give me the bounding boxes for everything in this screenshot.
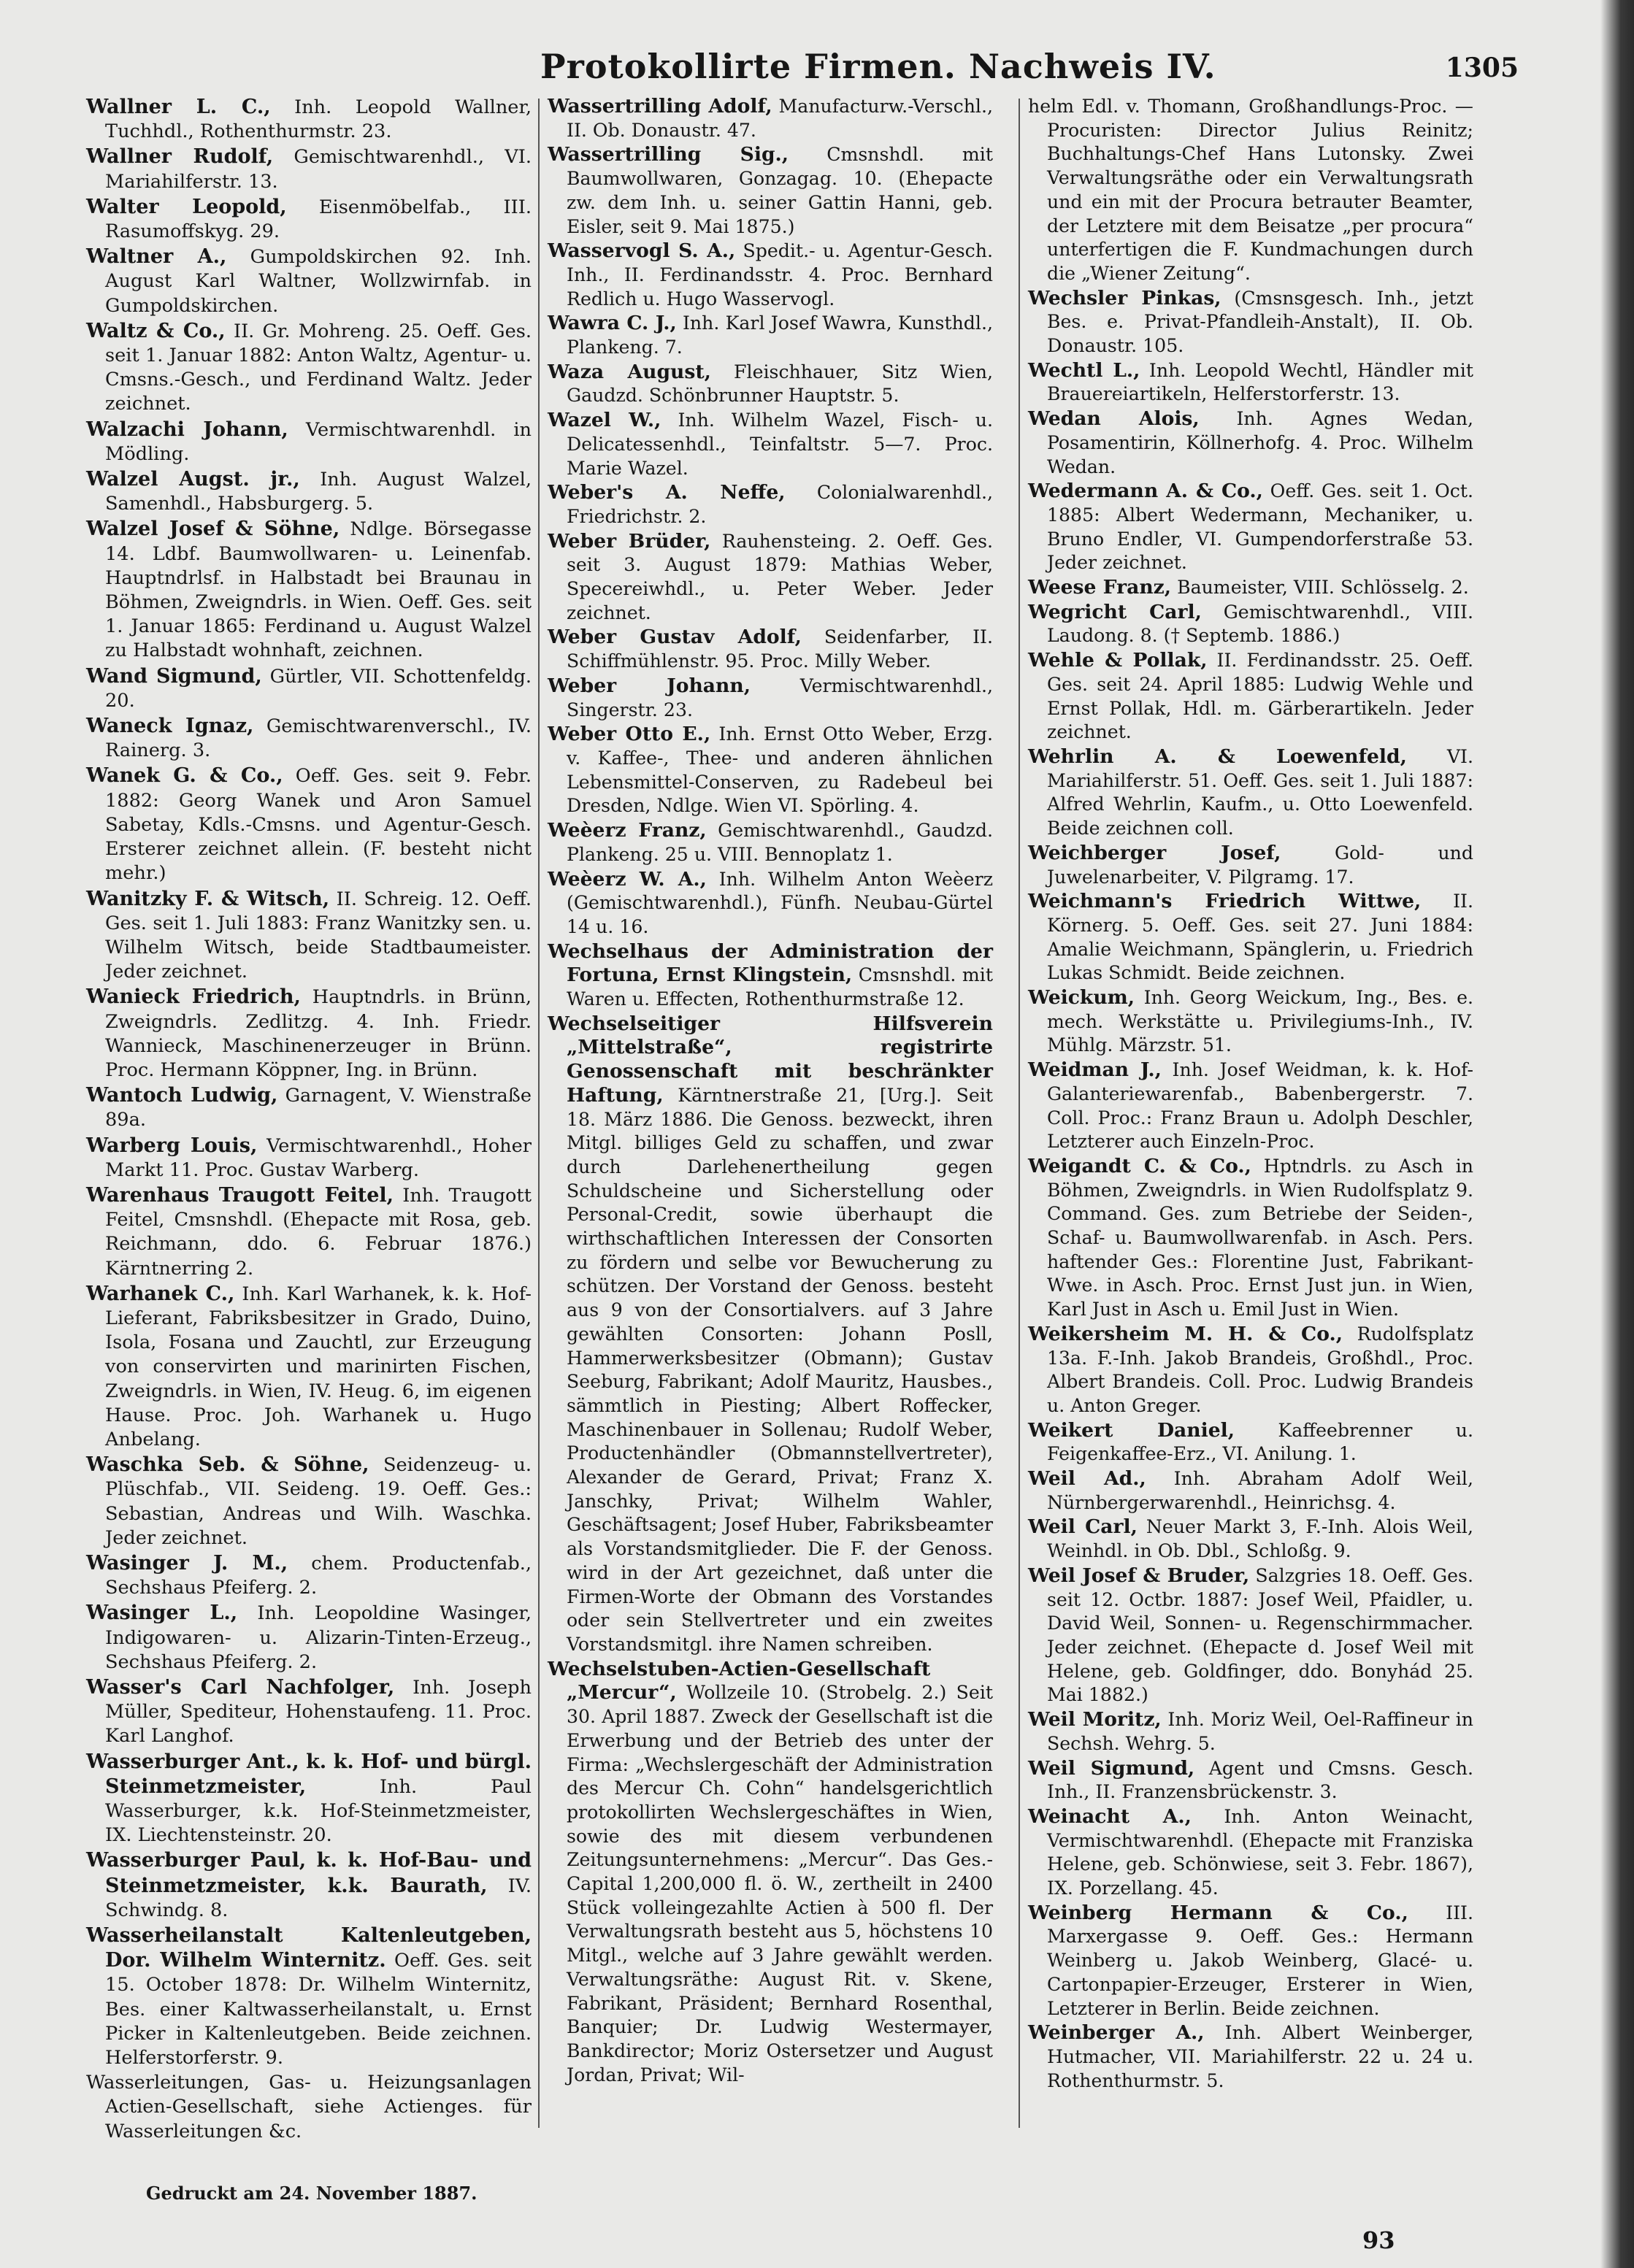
- firm-details: Gold- und Juwelenarbeiter, V. Pilgramg. 17.: [1047, 842, 1473, 888]
- firm-details: Fleischhauer, Sitz Wien, Gaudzd. Schönbrunner Hauptstr. 5.: [567, 361, 993, 407]
- firm-name: Wasinger L.,: [86, 1602, 238, 1625]
- directory-entry: [1028, 576, 1473, 600]
- firm-details: Agent und Cmsns. Gesch. Inh., II. Franzensbrückenstr. 3.: [1047, 1757, 1473, 1803]
- firm-name: Waltz & Co.,: [86, 319, 226, 342]
- firm-details: Hptndrls. zu Asch in Böhmen, Zweigndrls. in Wien Rudolfsplatz 9. Command. Ges. zum Betriebe der Seiden-, Schaf- u. Baumwollwarenfab. in Asch. Pers. haftender Ges.: Florentine Just, Fabrikant-Wwe. in Asch. Proc. Ernst Just jun. in Wien, Karl Just in Asch u. Emil Just in Wien.: [1047, 1155, 1473, 1321]
- firm-name: Weinberg Hermann & Co.,: [1028, 1901, 1408, 1924]
- firm-name: Wehrlin A. & Loewenfeld,: [1028, 745, 1407, 768]
- firm-name: Wantoch Ludwig,: [86, 1084, 278, 1107]
- firm-name: Wasserburger Ant., k. k. Hof- und bürgl. Steinmetzmeister,: [86, 1750, 532, 1798]
- firm-details: Gemischtwarenverschl., IV. Rainerg. 3.: [105, 715, 532, 762]
- firm-name: Weber's A. Neffe,: [548, 481, 786, 504]
- page-number: 1305: [1445, 53, 1519, 83]
- directory-entry: [548, 409, 993, 480]
- firm-name: Wand Sigmund,: [86, 664, 262, 688]
- directory-entry: [548, 723, 993, 818]
- directory-entry: [548, 1012, 993, 1657]
- directory-entry: [548, 239, 993, 311]
- firm-name: Weil Josef & Bruder,: [1028, 1564, 1250, 1587]
- firm-details: Inh. Albert Weinberger, Hutmacher, VII. Mariahilferstr. 22 u. 24 u. Rothenthurmstr. 5.: [1047, 2022, 1473, 2091]
- firm-name: Warenhaus Traugott Feitel,: [86, 1183, 394, 1207]
- directory-entry: [548, 481, 993, 528]
- firm-details: Rauhensteing. 2. Oeff. Ges. seit 3. August 1879: Mathias Weber, Specereiwhdl., u. Peter Weber. Jeder zeichnet.: [567, 530, 994, 623]
- firm-name: Waza August,: [548, 360, 711, 383]
- firm-details: II. Schreig. 12. Oeff. Ges. seit 1. Juli 1883: Franz Wanitzky sen. u. Wilhelm Witsch, beide Stadtbaumeister. Jeder zeichnet.: [105, 888, 532, 983]
- directory-entry: [548, 530, 993, 626]
- column-divider: [1019, 99, 1020, 2128]
- directory-entry: [86, 1453, 532, 1550]
- directory-entry: [86, 1848, 532, 1923]
- firm-name: Wechsler Pinkas,: [1028, 286, 1221, 310]
- firm-name: Waneck Ignaz,: [86, 715, 254, 738]
- directory-entry: [1028, 649, 1473, 745]
- firm-name: Weil Moritz,: [1028, 1708, 1162, 1731]
- firm-name: Weichmann's Friedrich Wittwe,: [1028, 890, 1422, 913]
- signature-mark: 93: [1362, 2226, 1395, 2254]
- directory-entry: [1028, 287, 1473, 358]
- firm-details: Inh. August Walzel, Samenhdl., Habsburgerg. 5.: [105, 469, 532, 515]
- directory-entry: [1028, 359, 1473, 407]
- firm-name: Weil Sigmund,: [1028, 1756, 1195, 1780]
- firm-name: Weèerz W. A.,: [548, 867, 707, 891]
- firm-name: Wallner Rudolf,: [86, 145, 274, 169]
- directory-entry: [1028, 1757, 1473, 1804]
- directory-entry: [86, 887, 532, 985]
- firm-name: Waschka Seb. & Söhne,: [86, 1453, 369, 1477]
- firm-details: Colonialwarenhdl., Friedrichstr. 2.: [567, 482, 993, 527]
- firm-details: Inh. Paul Wasserburger, k.k. Hof-Steinmetzmeister, IX. Liechtensteinstr. 20.: [105, 1775, 532, 1847]
- directory-entry: [1028, 1708, 1473, 1756]
- firm-details: Inh. Karl Warhanek, k. k. Hof-Lieferant, Fabriksbesitzer in Grado, Duino, Isola, Fosana und Zauchtl, zur Erzeugung von conservirten und marinirten Fischen, Zweigndrls. in Wien, IV. Heug. 6, im eigenen Hause. Proc. Joh. Warhanek u. Hugo Anbelang.: [105, 1283, 532, 1450]
- firm-name: Weinacht A.,: [1028, 1804, 1192, 1828]
- firm-details: Salzgries 18. Oeff. Ges. seit 12. Octbr. 1887: Josef Weil, Pfaidler, u. David Weil, Sonnen- u. Regenschirmmacher. Jeder zeichnet. (Ehepacte d. Josef Weil mit Helene, geb. Goldfinger, ddo. Bonyhád 25. Mai 1882.): [1047, 1564, 1473, 1706]
- firm-details: III. Marxergasse 9. Oeff. Ges.: Hermann Weinberg u. Jakob Weinberg, Glacé- u. Cartonpapier-Erzeuger, Ersterer in Wien, Letzterer in Berlin. Beide zeichnen.: [1047, 1902, 1473, 2019]
- firm-details: Inh. Georg Weickum, Ing., Bes. e. mech. Werkstätte u. Privilegiums-Inh., IV. Mühlg. Märzstr. 51.: [1047, 987, 1473, 1056]
- firm-details: Gemischtwarenhdl., VI. Mariahilferstr. 13.: [105, 146, 532, 193]
- firm-details: (Cmsnsgesch. Inh., jetzt Bes. e. Privat-Pfandleih-Anstalt), II. Ob. Donaustr. 105.: [1047, 287, 1473, 357]
- directory-entry: [86, 1134, 532, 1183]
- directory-entry: [1028, 1805, 1473, 1901]
- column-divider: [538, 99, 540, 2128]
- print-date: Gedruckt am 24. November 1887.: [146, 2183, 477, 2204]
- firm-details: II. Körnerg. 5. Oeff. Ges. seit 27. Juni 1884: Amalie Weichmann, Spänglerin, u. Friedrich Lukas Schmidt. Beide zeichnen.: [1047, 891, 1473, 984]
- directory-entry: [548, 626, 993, 673]
- firm-name: Weichberger Josef,: [1028, 841, 1281, 864]
- directory-entry: [1028, 842, 1473, 889]
- column-left: [86, 95, 532, 2145]
- firm-details: Inh. Abraham Adolf Weil, Nürnbergerwarenhdl., Heinrichsg. 4.: [1047, 1468, 1473, 1513]
- firm-details: Manufacturw.-Verschl., II. Ob. Donaustr. 47.: [567, 96, 993, 141]
- firm-name: Weil Ad.,: [1028, 1467, 1146, 1491]
- directory-entry: [1028, 745, 1473, 841]
- firm-details: Wasserleitungen, Gas- u. Heizungsanlagen Actien-Gesellschaft, siehe Actienges. für Wasserleitungen &c.: [86, 2072, 532, 2142]
- directory-entry: [1028, 480, 1473, 575]
- directory-entry: [86, 1750, 532, 1848]
- firm-details: Kärntnerstraße 21, [Urg.]. Seit 18. März 1886. Die Genoss. bezweckt, ihren Mitgl. billiges Geld zu schaffen, und zwar durch Darlehenertheilung gegen Schuldscheine und Sicherstellung oder Personal-Credit, sowie überhaupt die wirthschaftlichen Interessen der Consorten zu fördern und selbe vor Bewucherung zu schützen. Der Vorstand der Genoss. besteht aus 9 von der Consortialvers. auf 3 Jahre gewählten Consorten: Johann Posll, Hammerwerksbesitzer (Obmann); Gustav Seeburg, Fabrikant; Adolf Mauritz, Hausbes., sämmtlich in Piesting; Albert Roffecker, Maschinenbauer in Sollenau; Rudolf Weber, Productenhändler (Obmannstellvertreter), Alexander de Gerard, Privat; Franz X. Janschky, Privat; Wilhelm Wahler, Geschäftsagent; Josef Huber, Fabriksbeamter als Vorstandsmitglieder. Die F. der Genoss. wird in der Art gezeichnet, daß unter die Firmen-Worte der Obmann des Vorstandes oder sein Stellvertreter und ein zweites Vorstandsmitgl. ihre Namen schreiben.: [567, 1084, 993, 1655]
- firm-details: Rudolfsplatz 13a. F.-Inh. Jakob Brandeis, Großhdl., Proc. Albert Brandeis. Coll. Proc. Ludwig Brandeis u. Anton Greger.: [1047, 1323, 1473, 1416]
- firm-name: Wedermann A. & Co.,: [1028, 480, 1263, 503]
- firm-name: Weber Gustav Adolf,: [548, 626, 802, 649]
- firm-details: Inh. Moriz Weil, Oel-Raffineur in Sechsh. Wehrg. 5.: [1047, 1709, 1473, 1754]
- firm-details: Vermischtwarenhdl., Hoher Markt 11. Proc. Gustav Warberg.: [105, 1134, 532, 1181]
- directory-entry: [548, 95, 993, 142]
- firm-name: Weber Brüder,: [548, 529, 711, 553]
- firm-details: Inh. Traugott Feitel, Cmsnshdl. (Ehepacte mit Rosa, geb. Reichmann, ddo. 6. Februar 1876.) Kärntnerring 2.: [105, 1184, 532, 1280]
- firm-details: Oeff. Ges. seit 1. Oct. 1885: Albert Wedermann, Mechaniker, u. Bruno Endler, VI. Gumpendorferstraße 53. Jeder zeichnet.: [1047, 480, 1473, 574]
- firm-name: Wedan Alois,: [1028, 407, 1200, 431]
- directory-entry: [86, 985, 532, 1083]
- firm-name: Weikert Daniel,: [1028, 1418, 1235, 1442]
- firm-name: Wanitzky F. & Witsch,: [86, 887, 330, 910]
- firm-details: Oeff. Ges. seit 9. Febr. 1882: Georg Wanek und Aron Samuel Sabetay, Kdls.-Cmsns. und Agentur-Gesch. Ersterer zeichnet allein. (F. besteht nicht mehr.): [105, 765, 532, 885]
- directory-entry: [86, 517, 532, 663]
- directory-entry: [548, 819, 993, 866]
- directory-entry: [86, 714, 532, 763]
- directory-entry: [548, 361, 993, 408]
- directory-entry: [1028, 1467, 1473, 1515]
- firm-details: Inh. Wilhelm Anton Weèerz (Gemischtwarenhdl.), Fünfh. Neubau-Gürtel 14 u. 16.: [567, 868, 994, 937]
- firm-name: Wechselhaus der Administration der Fortuna, Ernst Klingstein,: [548, 939, 993, 987]
- firm-name: Wazel W.,: [548, 409, 661, 432]
- firm-details: Inh. Joseph Müller, Spediteur, Hohenstaufeng. 11. Proc. Karl Langhof.: [105, 1677, 532, 1748]
- firm-name: Wechselseitiger Hilfsverein „Mittelstraße“, registrirte Genossenschaft mit beschränkter Haftung,: [548, 1012, 993, 1107]
- firm-name: Warhanek C.,: [86, 1282, 235, 1305]
- firm-details: Baumeister, VIII. Schlösselg. 2.: [1177, 577, 1469, 599]
- directory-entry: [86, 1675, 532, 1749]
- firm-details: Inh. Leopold Wechtl, Händler mit Brauereiartikeln, Helferstorferstr. 13.: [1047, 359, 1473, 405]
- directory-entry: [548, 868, 993, 939]
- firm-name: Weber Johann,: [548, 674, 751, 697]
- firm-details: helm Edl. v. Thomann, Großhandlungs-Proc. — Procuristen: Director Julius Reinitz; Buchhaltungs-Chef Hans Lutonsky. Zwei Verwaltungsräthe oder ein Verwaltungsrath und ein mit der Procura betrauter Beamter, der Letztere mit dem Beisatze „per procura“ unterfertigen die F. Kundmachungen durch die „Wiener Zeitung“.: [1028, 96, 1473, 284]
- directory-entry: [86, 1923, 532, 2070]
- firm-name: Weikersheim M. H. & Co.,: [1028, 1322, 1343, 1345]
- firm-details: Inh. Wilhelm Wazel, Fisch- u. Delicatessenhdl., Teinfaltstr. 5—7. Proc. Marie Wazel.: [567, 410, 993, 479]
- firm-name: Wegricht Carl,: [1028, 600, 1202, 623]
- firm-details: Spedit.- u. Agentur-Gesch. Inh., II. Ferdinandsstr. 4. Proc. Bernhard Redlich u. Hugo Wasservogl.: [567, 240, 993, 310]
- firm-details: Cmsnshdl. mit Waren u. Effecten, Rothenthurmstraße 12.: [567, 964, 993, 1010]
- column-right: [1028, 95, 1473, 2094]
- firm-name: Wanek G. & Co.,: [86, 764, 283, 788]
- firm-details: Ndlge. Börsegasse 14. Ldbf. Baumwollwaren- u. Leinenfab. Hauptndrlsf. in Halbstadt bei Braunau in Böhmen, Zweigndrls. in Wien. Oeff. Ges. seit 1. Januar 1865: Ferdinand u. August Walzel zu Halbstadt wohnhaft, zeichnen.: [105, 518, 532, 662]
- firm-name: Wawra C. J.,: [548, 312, 677, 335]
- firm-details: Garnagent, V. Wienstraße 89a.: [105, 1085, 532, 1131]
- firm-details: Seidenfarber, II. Schiffmühlenstr. 95. Proc. Milly Weber.: [567, 626, 993, 672]
- firm-name: Weickum,: [1028, 986, 1135, 1010]
- directory-entry: [86, 145, 532, 193]
- firm-details: Inh. Leopoldine Wasinger, Indigowaren- u. Alizarin-Tinten-Erzeug., Sechshaus Pfeiferg. 2.: [105, 1602, 532, 1673]
- page-header: [88, 42, 1519, 101]
- firm-details: Inh. Karl Josef Wawra, Kunsthdl., Plankeng. 7.: [567, 312, 993, 358]
- firm-details: Kaffeebrenner u. Feigenkaffee-Erz., VI. Anilung. 1.: [1047, 1419, 1473, 1465]
- firm-details: II. Ferdinandsstr. 25. Oeff. Ges. seit 24. April 1885: Ludwig Wehle und Ernst Pollak, Hdl. m. Gärberartikeln. Jeder zeichnet.: [1047, 650, 1473, 743]
- firm-name: Walzel Josef & Söhne,: [86, 518, 340, 541]
- firm-name: Weil Carl,: [1028, 1515, 1138, 1539]
- directory-entry: [1028, 1058, 1473, 1154]
- directory-entry: [1028, 2021, 1473, 2093]
- directory-entry: [548, 312, 993, 359]
- firm-name: Walzachi Johann,: [86, 418, 288, 441]
- firm-details: Gemischtwarenhdl., VIII. Laudong. 8. († Septemb. 1886.): [1047, 601, 1473, 647]
- firm-details: Eisenmöbelfab., III. Rasumoffskyg. 29.: [105, 196, 532, 243]
- directory-entry: [86, 195, 532, 244]
- firm-name: Wechtl L.,: [1028, 358, 1140, 382]
- directory-entry: [548, 940, 993, 1012]
- firm-name: Weèerz Franz,: [548, 819, 707, 842]
- firm-details: Inh. Ernst Otto Weber, Erzg. v. Kaffee-, Thee- und anderen ähnlichen Lebensmittel-Conserven, zu Radebeul bei Dresden, Ndlge. Wien VI. Spörling. 4.: [567, 723, 993, 817]
- directory-entry: [1028, 601, 1473, 648]
- firm-details: Hauptndrls. in Brünn, Zweigndrls. Zedlitzg. 4. Inh. Friedr. Wannieck, Maschinenerzeuger in Brünn. Proc. Hermann Köppner, Ing. in Brünn.: [105, 986, 532, 1081]
- firm-details: VI. Mariahilferstr. 51. Oeff. Ges. seit 1. Juli 1887: Alfred Wehrlin, Kaufm., u. Otto Loewenfeld. Beide zeichnen coll.: [1047, 745, 1473, 839]
- directory-entry: [548, 674, 993, 722]
- firm-name: Waltner A.,: [86, 245, 227, 269]
- firm-name: Wallner L. C.,: [86, 96, 271, 118]
- firm-details: Inh. Josef Weidman, k. k. Hof-Galanteriewarenfab., Babenbergerstr. 7. Coll. Proc.: Franz Braun u. Adolph Deschler, Letzterer auch Einzeln-Proc.: [1047, 1059, 1474, 1153]
- firm-details: II. Gr. Mohreng. 25. Oeff. Ges. seit 1. Januar 1882: Anton Waltz, Agentur- u. Cmsns.-Gesch., und Ferdinand Waltz. Jeder zeichnet.: [105, 320, 532, 415]
- directory-entry: [1028, 95, 1473, 286]
- firm-details: Neuer Markt 3, F.-Inh. Alois Weil, Weinhdl. in Ob. Dbl., Schloßg. 9.: [1047, 1516, 1473, 1562]
- firm-details: Gemischtwarenhdl., Gaudzd. Plankeng. 25 u. VIII. Bennoplatz 1.: [567, 820, 993, 865]
- firm-details: Vermischtwarenhdl. in Mödling.: [105, 418, 532, 465]
- directory-entry: [86, 245, 532, 318]
- directory-entry: [1028, 1323, 1473, 1418]
- directory-entry: [1028, 986, 1473, 1058]
- directory-entry: [86, 1083, 532, 1132]
- directory-entry: [1028, 1419, 1473, 1466]
- directory-entry: [86, 418, 532, 466]
- firm-details: Oeff. Ges. seit 15. October 1878: Dr. Wilhelm Winternitz, Bes. einer Kaltwasserheilanstalt, u. Ernst Picker in Kaltenleutgeben. Beide zeichnen. Helferstorferstr. 9.: [105, 1950, 532, 2069]
- firm-details: Inh. Agnes Wedan, Posamentirin, Köllnerhofg. 4. Proc. Wilhelm Wedan.: [1047, 408, 1473, 477]
- firm-name: Walter Leopold,: [86, 195, 287, 218]
- directory-entry: [86, 764, 532, 885]
- firm-name: Wasser's Carl Nachfolger,: [86, 1676, 395, 1699]
- firm-details: Cmsnshdl. mit Baumwollwaren, Gonzagag. 10. (Ehepacte zw. dem Inh. u. seiner Gattin Hanni, geb. Eisler, seit 9. Mai 1875.): [567, 144, 993, 237]
- firm-name: Weinberger A.,: [1028, 2021, 1205, 2045]
- firm-name: Wasservogl S. A.,: [548, 239, 736, 263]
- firm-name: Wasserburger Paul, k. k. Hof-Bau- und Steinmetzmeister, k.k. Baurath,: [86, 1849, 532, 1897]
- firm-name: Wehle & Pollak,: [1028, 649, 1208, 672]
- firm-name: Wasinger J. M.,: [86, 1551, 288, 1575]
- firm-name: Warberg Louis,: [86, 1134, 258, 1157]
- firm-details: Inh. Anton Weinacht, Vermischtwarenhdl. (Ehepacte mit Franziska Helene, geb. Schönwiese, seit 3. Febr. 1867), IX. Porzellang. 45.: [1047, 1805, 1473, 1899]
- directory-entry: [86, 664, 532, 713]
- directory-entry: [86, 1183, 532, 1281]
- firm-name: Wanieck Friedrich,: [86, 985, 301, 1009]
- firm-name: Walzel Augst. jr.,: [86, 468, 300, 491]
- directory-entry: [548, 143, 993, 239]
- firm-name: Wassertrilling Sig.,: [548, 143, 789, 166]
- directory-entry: [86, 319, 532, 417]
- directory-entry: [86, 467, 532, 516]
- directory-entry: [86, 1282, 532, 1452]
- directory-entry: [86, 95, 532, 144]
- directory-entry: [548, 1658, 993, 2088]
- directory-entry: [1028, 407, 1473, 479]
- directory-entry: [1028, 890, 1473, 985]
- firm-name: Weidman J.,: [1028, 1058, 1162, 1082]
- firm-details: Gumpoldskirchen 92. Inh. August Karl Waltner, Wollzwirnfab. in Gumpoldskirchen.: [105, 246, 532, 317]
- firm-name: Weese Franz,: [1028, 576, 1172, 599]
- firm-name: Wasserheilanstalt Kaltenleutgeben, Dor. Wilhelm Winternitz.: [86, 1924, 532, 1972]
- directory-entry: [86, 1551, 532, 1600]
- firm-details: Wollzeile 10. (Strobelg. 2.) Seit 30. April 1887. Zweck der Gesellschaft ist die Erwerbung und der Betrieb des unter der Firma: „Wechslergeschäft der Administration des Mercur Ch. Cohn“ handelsgerichtlich protokollirten Wechslergeschäftes in Wien, sowie des mit diesem verbundenen Zeitungsunternehmens: „Mercur“. Das Ges.-Capital 1,200,000 fl. ö. W., zertheilt in 2400 Stück volleingezahlte Actien à 500 fl. Der Verwaltungsrath besteht aus 5, höchstens 10 Mitgl., welche auf 3 Jahre gewählt werden. Verwaltungsräthe: August Rit. v. Skene, Fabrikant, Präsident; Bernhard Rosenthal, Banquier; Dr. Ludwig Westermayer, Bankdirector; Moriz Ostersetzer und August Jordan, Privat; Wil-: [567, 1682, 993, 2086]
- firm-details: Vermischtwarenhdl., Singerstr. 23.: [567, 674, 993, 720]
- directory-entry: [1028, 1902, 1473, 2021]
- page-title: Protokollirte Firmen. Nachweis IV.: [540, 47, 1216, 86]
- firm-name: Weigandt C. & Co.,: [1028, 1154, 1251, 1177]
- firm-name: Wassertrilling Adolf,: [548, 95, 772, 118]
- directory-entry: [1028, 1564, 1473, 1707]
- directory-entry: [86, 2071, 532, 2144]
- firm-details: IV. Schwindg. 8.: [105, 1875, 532, 1921]
- firm-details: chem. Productenfab., Sechshaus Pfeiferg. 2.: [105, 1552, 532, 1599]
- directory-entry: [86, 1601, 532, 1675]
- column-middle: [548, 95, 993, 2088]
- firm-name: Weber Otto E.,: [548, 723, 711, 746]
- firm-name: Wechselstuben-Actien-Gesellschaft „Mercur“,: [548, 1657, 931, 1704]
- directory-entry: [1028, 1155, 1473, 1322]
- firm-details: Gürtler, VII. Schottenfeldg. 20.: [105, 665, 532, 712]
- directory-entry: [1028, 1515, 1473, 1563]
- firm-details: Seidenzeug- u. Plüschfab., VII. Seideng. 19. Oeff. Ges.: Sebastian, Andreas und Wilh. Waschka. Jeder zeichnet.: [105, 1454, 532, 1549]
- firm-details: Inh. Leopold Wallner, Tuchhdl., Rothenthurmstr. 23.: [105, 96, 532, 143]
